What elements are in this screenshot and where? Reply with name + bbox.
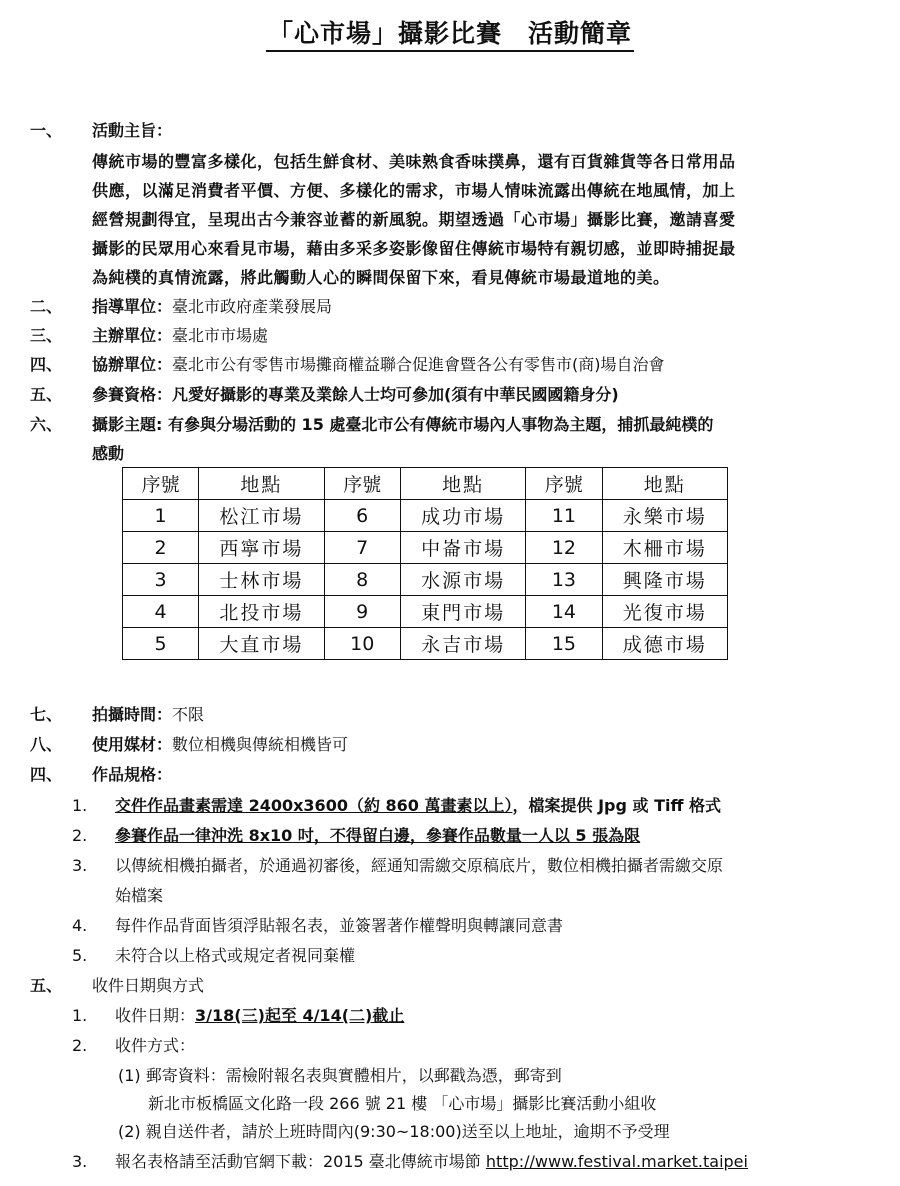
table-header: 序號 [526,468,602,500]
section-number: 四、 [30,765,63,784]
table-cell: 成德市場 [602,628,727,660]
item-number: 2. [72,826,88,845]
section-number: 七、 [30,705,63,724]
section-heading: 活動主旨： [92,121,173,140]
section-value: 有參與分場活動的 15 處臺北市公有傳統市場內人事物為主題，捕抓最純樸的 [167,415,714,434]
table-header: 地點 [602,468,727,500]
section-number: 五、 [30,976,63,995]
table-row [123,500,728,532]
section-number: 四、 [30,355,63,374]
table-cell: 1 [123,500,199,532]
item-number: 4. [72,916,88,935]
purpose-paragraph [92,147,872,292]
table-cell: 12 [526,532,602,564]
item-number: 3. [72,856,88,875]
section-number: 三、 [30,326,63,345]
item-number: 1. [72,1006,88,1025]
item-label: 收件日期： [115,1006,196,1025]
section-value: 數位相機與傳統相機皆可 [172,735,349,754]
section-heading: 指導單位： [92,297,173,316]
table-cell: 8 [324,564,400,596]
item-label: 收件方式： [115,1036,196,1055]
item-text-cont: 始檔案 [115,886,164,905]
table-cell: 永吉市場 [400,628,525,660]
markets-table [122,467,728,660]
table-row [123,532,728,564]
section-number: 六、 [30,415,63,434]
section-heading: 參賽資格： [92,385,173,404]
paragraph-line: 攝影的民眾用心來看見市場，藉由多采多姿影像留住傳統市場特有親切感，並即時捕捉最 [92,239,736,258]
paragraph-line: 經營規劃得宜，呈現出古今兼容並蓄的新風貌。期望透過「心市場」攝影比賽，邀請喜愛 [92,210,736,229]
table-row [123,564,728,596]
section-heading: 攝影主題: [92,415,163,434]
paragraph-line: 傳統市場的豐富多樣化，包括生鮮食材、美味熟食香味撲鼻，還有百貨雜貨等各日常用品 [92,152,736,171]
section-value: 臺北市公有零售市場攤商權益聯合促進會暨各公有零售市(商)場自治會 [172,355,665,374]
table-cell: 2 [123,532,199,564]
table-cell: 東門市場 [400,596,525,628]
section-heading: 使用媒材： [92,735,173,754]
table-cell: 4 [123,596,199,628]
item-text: 報名表格請至活動官網下載：2015 臺北傳統市場節 [115,1152,486,1171]
paragraph-line: 為純樸的真情流露，將此觸動人心的瞬間保留下來，看見傳統市場最道地的美。 [92,268,670,287]
table-cell: 11 [526,500,602,532]
table-cell: 成功市場 [400,500,525,532]
section-value: 臺北市市場處 [172,326,269,345]
section-number: 五、 [30,385,63,404]
item-number: 2. [72,1036,88,1055]
section-heading: 拍攝時間： [92,705,173,724]
table-cell: 木柵市場 [602,532,727,564]
table-cell: 北投市場 [199,596,324,628]
table-cell: 士林市場 [199,564,324,596]
table-header: 序號 [324,468,400,500]
table-cell: 松江市場 [199,500,324,532]
in-person-instructions: (2) 親自送件者，請於上班時間內(9:30~18:00)送至以上地址，逾期不予受理 [118,1122,670,1141]
section-heading: 協辦單位： [92,355,173,374]
section-value: 凡愛好攝影的專業及業餘人士均可參加(須有中華民國國籍身分) [172,385,619,404]
table-cell: 大直市場 [199,628,324,660]
item-number: 3. [72,1152,88,1171]
item-number: 1. [72,796,88,815]
table-header: 序號 [123,468,199,500]
table-header: 地點 [199,468,324,500]
table-cell: 水源市場 [400,564,525,596]
section-number: 一、 [30,121,63,140]
section-heading: 收件日期與方式 [92,976,205,995]
section-value: 不限 [172,705,205,724]
table-cell: 6 [324,500,400,532]
section-heading: 作品規格： [92,765,173,784]
table-row [123,628,728,660]
item-text: 交件作品畫素需達 2400x3600（約 860 萬畫素以上） [115,796,513,815]
table-cell: 14 [526,596,602,628]
item-text-rest: ，檔案提供 Jpg 或 Tiff 格式 [512,796,722,815]
paragraph-line: 供應，以滿足消費者平價、方便、多樣化的需求，市場人情味流露出傳統在地風情，加上 [92,181,736,200]
item-text: 以傳統相機拍攝者，於通過初審後，經通知需繳交原稿底片，數位相機拍攝者需繳交原 [115,856,724,875]
item-text: 每件作品背面皆須浮貼報名表，並簽署著作權聲明與轉讓同意書 [115,916,564,935]
document-title: 「心市場」攝影比賽 活動簡章 [0,14,900,50]
section-value: 臺北市政府產業發展局 [172,297,333,316]
website-link[interactable]: http://www.festival.market.taipei [485,1152,748,1171]
section-number: 八、 [30,735,63,754]
mail-address: 新北市板橋區文化路一段 266 號 21 樓 「心市場」攝影比賽活動小組收 [148,1094,657,1113]
section-heading: 主辦單位： [92,326,173,345]
table-cell: 光復市場 [602,596,727,628]
table-cell: 9 [324,596,400,628]
section-value-cont: 感動 [92,444,125,463]
table-cell: 西寧市場 [199,532,324,564]
table-cell: 10 [324,628,400,660]
table-header: 地點 [400,468,525,500]
table-cell: 5 [123,628,199,660]
table-header-row [123,468,728,500]
table-cell: 中崙市場 [400,532,525,564]
item-text: 參賽作品一律沖洗 8x10 吋，不得留白邊，參賽作品數量一人以 5 張為限 [115,826,641,845]
submission-date-value: 3/18(三)起至 4/14(二)截止 [195,1006,405,1025]
mail-instructions: (1) 郵寄資料：需檢附報名表與實體相片，以郵戳為憑，郵寄到 [118,1066,562,1085]
table-cell: 永樂市場 [602,500,727,532]
table-cell: 13 [526,564,602,596]
table-cell: 15 [526,628,602,660]
table-cell: 3 [123,564,199,596]
item-text: 未符合以上格式或規定者視同棄權 [115,946,356,965]
table-cell: 興隆市場 [602,564,727,596]
table-row [123,596,728,628]
section-number: 二、 [30,297,63,316]
item-number: 5. [72,946,88,965]
table-cell: 7 [324,532,400,564]
